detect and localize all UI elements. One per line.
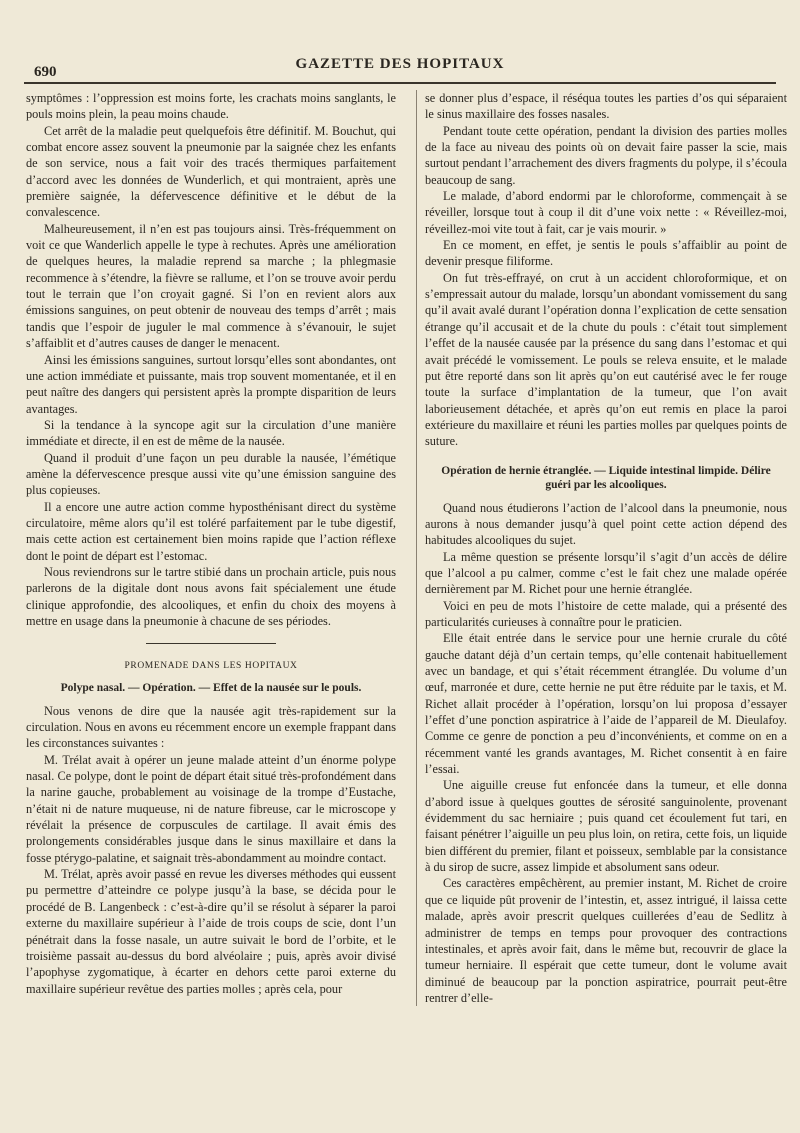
paragraph: M. Trélat avait à opérer un jeune malade atteint d’un énorme polype nasal. Ce polype, dont le point de départ était situé très-profondément dans la narine gauche, probablement au voisinage de la trompe d’Eustache, n’était ni de nature muqueuse, ni de nature fibreuse, car le microscope y révélait la présence de corpuscules de cartilage. Il avait émis des prolongements considérables jusque dans le sinus maxillaire et dans la fosse ptérygo-palatine, et saignait très-abondamment au moindre contact. <box>26 752 396 865</box>
paragraph: Voici en peu de mots l’histoire de cette malade, qui a présenté des particularités curieuses à connaître pour le praticien. <box>425 598 787 629</box>
right-column <box>416 90 787 1006</box>
paragraph: se donner plus d’espace, il réséqua toutes les parties d’os qui séparaient le sinus maxillaire des fosses nasales. <box>425 91 787 122</box>
page-header <box>24 54 776 84</box>
paragraph: Quand nous étudierons l’action de l’alcool dans la pneumonie, nous aurons à nous demander jusqu’à quel point cette action dépend des habitudes alcooliques du sujet. <box>425 500 787 548</box>
masthead-title: GAZETTE DES HOPITAUX <box>295 56 505 72</box>
paragraph: Ainsi les émissions sanguines, surtout lorsqu’elles sont abondantes, ont une action immédiate et puissante, mais trop souvent momentanée, et il en peut naître des dangers qui persistent après la prompte disparition de leurs avantages. <box>26 352 396 416</box>
paragraph: Malheureusement, il n’en est pas toujours ainsi. Très-fréquemment on voit ce que Wanderlich appelle le type à rechutes. Après une amélioration de quelques heures, la maladie reprend sa marche ; la phlegmasie recommence à s’étendre, la fièvre se rallume, et l’on se trouve avoir perdu tout le terrain que l’on croyait gagné. Si l’on en revient alors aux émissions sanguines, on peut obtenir de nouveau des temps d’arrêt ; mais tandis que l’espoir de juguler le mal commence à s’évanouir, le sujet s’affaiblit et d’autres causes de danger le menacent. <box>26 221 396 351</box>
article-title: Polype nasal. — Opération. — Effet de la nausée sur le pouls. <box>60 681 362 694</box>
section-divider <box>146 643 276 644</box>
paragraph: En ce moment, en effet, je sentis le pouls s’affaiblir au point de devenir presque filiforme. <box>425 238 787 269</box>
paragraph: Une aiguille creuse fut enfoncée dans la tumeur, et elle donna d’abord issue à quelques gouttes de sérosité sanguinolente, provenant évidemment du sac herniaire ; puis quand cet écoulement fut tari, en faisant pénétrer l’aiguille un peu plus loin, on retira, cette fois, un liquide bien différent du premier, filant et poisseux, semblable par la consistance à du sirop de sucre, assez limpide et absolument sans odeur. <box>425 778 787 875</box>
spacer <box>425 450 787 464</box>
paragraph: On fut très-effrayé, on crut à un accident chloroformique, et on s’empressait autour du malade, lorsqu’un abondant vomissement du sang qu’il avait avalé durant l’opération donna l’explication de cette sensation étrange qu’il accusait et de la chute du pouls : c’était tout simplement l’effet de la nausée causée par la présence du sang dans l’estomac et qui avait précédé le vomissement. Le pouls se releva ensuite, et le malade put être reporté dans son lit après qu’on eut cautérisé avec le fer rouge toute la surface d’implantation de la tumeur, que l’on avait laborieusement détachée, et après qu’on eut remis en place la paroi extérieure du maxillaire et réuni les parties molles par quelques points de suture. <box>425 270 787 449</box>
section-heading: PROMENADE DANS LES HOPITAUX <box>124 661 298 672</box>
paragraph: Quand il produit d’une façon un peu durable la nausée, l’émétique amène la défervescence presque aussi vite qu’une émission sanguine des plus copieuses. <box>26 450 396 498</box>
left-column <box>26 90 396 997</box>
paragraph: Nous reviendrons sur le tartre stibié dans un prochain article, puis nous parlerons de la digitale dont nous avons fait spécialement une étude clinique approfondie, des alcooliques, et enfin du choix des moyens à mettre en usage dans la pneumonie à chacune de ses périodes. <box>26 564 396 628</box>
paragraph: Nous venons de dire que la nausée agit très-rapidement sur la circulation. Nous en avons eu récemment encore un exemple frappant dans les circonstances suivantes : <box>26 703 396 751</box>
paragraph: Le malade, d’abord endormi par le chloroforme, commençait à se réveiller, lorsque tout à coup il dit d’une voix nette : « Réveillez-moi, réveillez-moi vite tout à fait, car je vais mourir. » <box>425 189 787 236</box>
article-title: Opération de hernie étranglée. — Liquide intestinal limpide. Délire guéri par les alcooliques. <box>441 464 771 491</box>
paragraph: symptômes : l’oppression est moins forte, les crachats moins sanglants, le pouls moins plein, la peau moins chaude. <box>26 91 396 122</box>
page-number: 690 <box>34 64 57 80</box>
paragraph: Ces caractères empêchèrent, au premier instant, M. Richet de croire que ce liquide pût provenir de l’intestin, et, assez intrigué, il laissa cette malade, après avoir prescrit quelques cuillerées d’eau de Sedlitz à administrer de temps en temps pour provoquer des contractions intestinales, et après avoir fait, dans le même but, recouvrir de glace la tumeur herniaire. Il espérait que cette tumeur, dont le volume avait diminué de beaucoup par la ponction aspiratrice, pourrait peut-être rentrer d’elle- <box>425 876 787 1005</box>
paragraph: Elle était entrée dans le service pour une hernie crurale du côté gauche datant déjà d’un certain temps, qu’elle contenait habituellement avec un bandage, et qui s’était récemment étranglée. Du volume d’un œuf, marronée et dure, cette hernie ne put être réduite par le taxis, et M. Richet allait procéder à l’opération, lorsqu’on lui proposa d’essayer l’effet d’une ponction aspiratrice à l’aide de l’appareil de M. Dieulafoy. Comme ce genre de ponction a peu d’inconvénients, et comme on en a récemment vanté les grands avantages, M. Richet consentit à en faire l’essai. <box>425 631 787 777</box>
paragraph: Il a encore une autre action comme hyposthénisant direct du système circulatoire, même alors qu’il est toléré parfaitement par le tube digestif, mais cette action est certainement bien moins rapide que l’action réflexe dont le point de départ est l’estomac. <box>26 499 396 563</box>
paragraph: Pendant toute cette opération, pendant la division des parties molles de la face au niveau des points où on devait faire passer la scie, mais surtout pendant l’arrachement des divers fragments du polype, il s’écoula beaucoup de sang. <box>425 123 787 187</box>
paragraph: La même question se présente lorsqu’il s’agit d’un accès de délire que l’alcool a pu calmer, comme c’est le fait chez une malade opérée dernièrement par M. Richet pour une hernie étranglée. <box>425 549 787 597</box>
paragraph: Si la tendance à la syncope agit sur la circulation d’une manière immédiate et directe, il en est de même de la nausée. <box>26 417 396 449</box>
paragraph: M. Trélat, après avoir passé en revue les diverses méthodes qui eussent pu permettre d’atteindre ce polype jusqu’à la base, se décida pour le procédé de B. Langenbeck : c’est-à-dire qu’il se résolut à séparer la paroi externe du maxillaire supérieur à l’aide de trois coups de scie, dont l’un pénétrait dans la fosse nasale, un autre suivait le bord de l’orbite, et le troisième passait au-dessus du bord alvéolaire ; puis, après avoir divisé l’apophyse zygomatique, à écarter en dehors cette paroi externe du maxillaire supérieur revêtue des parties molles ; après cela, pour <box>26 867 396 996</box>
paragraph: Cet arrêt de la maladie peut quelquefois être définitif. M. Bouchut, qui combat encore assez souvent la pneumonie par la saignée chez les enfants de son service, nous a fait voir des tracés thermiques parfaitement d’accord avec les données de Wunderlich, et qui montraient, après une première saignée, la défervescence définitive et le début de la convalescence. <box>26 123 396 220</box>
